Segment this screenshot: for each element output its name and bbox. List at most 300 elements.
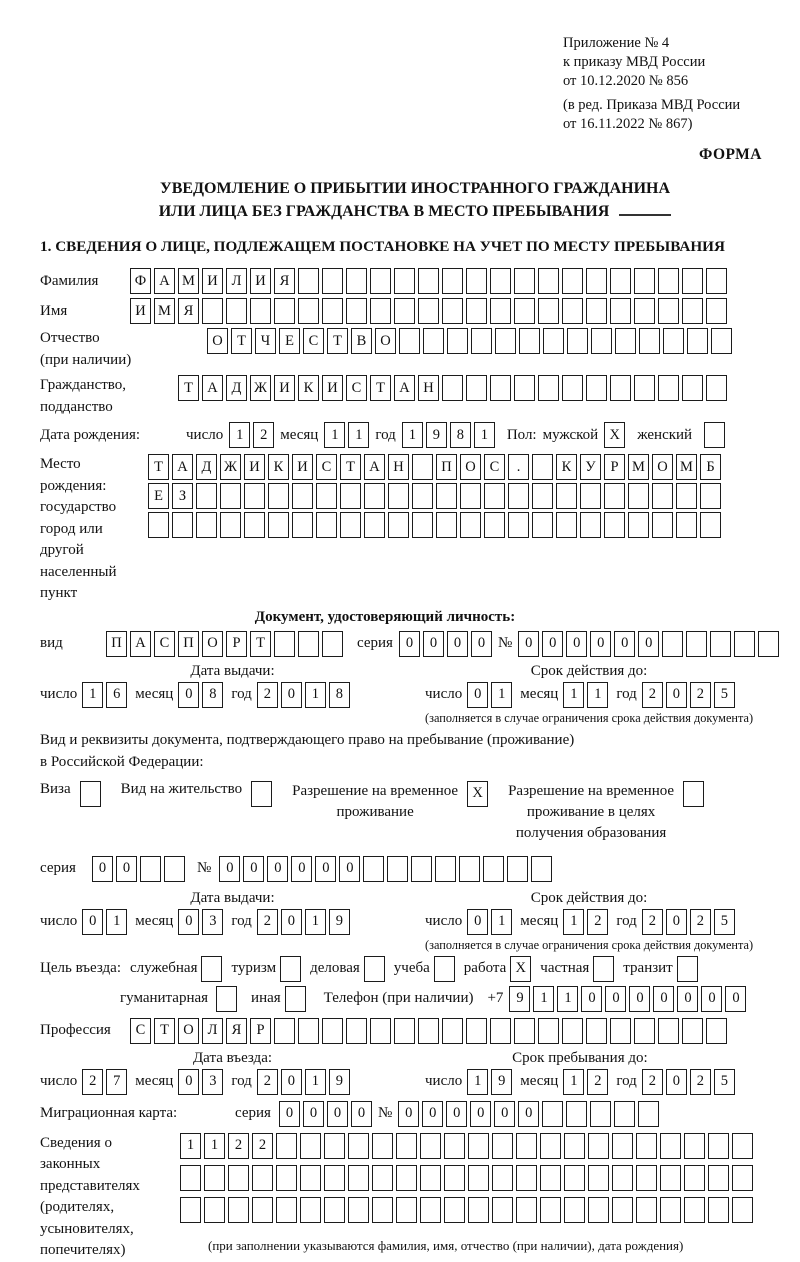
form-cell[interactable]: К <box>268 454 289 480</box>
form-cell[interactable] <box>346 268 367 294</box>
form-cell[interactable]: 1 <box>348 422 369 448</box>
form-cell[interactable] <box>706 1018 727 1044</box>
form-cell[interactable]: 0 <box>339 856 360 882</box>
form-cell[interactable]: И <box>250 268 271 294</box>
form-cell[interactable]: О <box>460 454 481 480</box>
form-cell[interactable]: 0 <box>518 631 539 657</box>
residence-issue-day-cells[interactable] <box>82 909 127 935</box>
form-cell[interactable] <box>628 512 649 538</box>
form-cell[interactable] <box>396 1165 417 1191</box>
form-cell[interactable] <box>444 1165 465 1191</box>
identity-valid-year-cells[interactable] <box>642 682 735 708</box>
form-cell[interactable] <box>394 268 415 294</box>
form-cell[interactable]: 3 <box>202 909 223 935</box>
form-cell[interactable] <box>468 1133 489 1159</box>
form-cell[interactable] <box>562 298 583 324</box>
form-cell[interactable] <box>372 1133 393 1159</box>
form-cell[interactable] <box>508 512 529 538</box>
form-cell[interactable]: 0 <box>178 682 199 708</box>
form-cell[interactable] <box>466 298 487 324</box>
form-cell[interactable]: С <box>130 1018 151 1044</box>
form-cell[interactable] <box>507 856 528 882</box>
form-cell[interactable]: У <box>580 454 601 480</box>
form-cell[interactable] <box>676 512 697 538</box>
form-cell[interactable] <box>532 483 553 509</box>
form-cell[interactable] <box>322 1018 343 1044</box>
form-cell[interactable] <box>226 298 247 324</box>
form-cell[interactable]: Т <box>231 328 252 354</box>
form-cell[interactable] <box>394 1018 415 1044</box>
surname-cells[interactable] <box>130 268 727 294</box>
form-cell[interactable]: 1 <box>467 1069 488 1095</box>
form-cell[interactable] <box>388 512 409 538</box>
form-cell[interactable] <box>604 512 625 538</box>
form-cell[interactable] <box>516 1165 537 1191</box>
migration-number-cells[interactable] <box>398 1101 659 1127</box>
form-cell[interactable]: 1 <box>324 422 345 448</box>
form-cell[interactable]: 0 <box>653 986 674 1012</box>
form-cell[interactable] <box>676 483 697 509</box>
form-cell[interactable] <box>556 483 577 509</box>
form-cell[interactable] <box>556 512 577 538</box>
form-cell[interactable] <box>420 1197 441 1223</box>
form-cell[interactable]: 2 <box>257 1069 278 1095</box>
form-cell[interactable] <box>538 298 559 324</box>
form-cell[interactable] <box>562 268 583 294</box>
form-cell[interactable]: 1 <box>180 1133 201 1159</box>
form-cell[interactable] <box>700 512 721 538</box>
form-cell[interactable] <box>484 483 505 509</box>
form-cell[interactable] <box>434 956 455 982</box>
form-cell[interactable]: М <box>154 298 175 324</box>
form-cell[interactable]: А <box>172 454 193 480</box>
form-cell[interactable] <box>687 328 708 354</box>
form-cell[interactable] <box>420 1165 441 1191</box>
form-cell[interactable]: С <box>484 454 505 480</box>
form-cell[interactable]: И <box>322 375 343 401</box>
form-cell[interactable] <box>346 1018 367 1044</box>
form-cell[interactable]: Б <box>700 454 721 480</box>
form-cell[interactable] <box>614 1101 635 1127</box>
form-cell[interactable]: 1 <box>491 682 512 708</box>
form-cell[interactable]: 0 <box>82 909 103 935</box>
form-cell[interactable]: 2 <box>587 1069 608 1095</box>
form-cell[interactable] <box>636 1133 657 1159</box>
form-cell[interactable] <box>180 1197 201 1223</box>
form-cell[interactable]: X <box>510 956 531 982</box>
form-cell[interactable]: З <box>172 483 193 509</box>
form-cell[interactable] <box>610 375 631 401</box>
form-cell[interactable] <box>411 856 432 882</box>
form-cell[interactable] <box>483 856 504 882</box>
identity-valid-month-cells[interactable] <box>563 682 608 708</box>
birth-place-row2-cells[interactable] <box>148 483 721 509</box>
form-cell[interactable] <box>490 375 511 401</box>
form-cell[interactable]: 1 <box>533 986 554 1012</box>
form-cell[interactable]: 0 <box>467 909 488 935</box>
identity-issue-year-cells[interactable] <box>257 682 350 708</box>
form-cell[interactable]: 0 <box>666 909 687 935</box>
form-cell[interactable] <box>348 1197 369 1223</box>
form-cell[interactable] <box>634 375 655 401</box>
form-cell[interactable]: О <box>207 328 228 354</box>
residence-issue-year-cells[interactable] <box>257 909 350 935</box>
form-cell[interactable]: К <box>298 375 319 401</box>
form-cell[interactable] <box>292 483 313 509</box>
form-cell[interactable] <box>220 512 241 538</box>
form-cell[interactable] <box>394 298 415 324</box>
residence-series-cells[interactable] <box>92 856 185 882</box>
form-cell[interactable] <box>612 1133 633 1159</box>
form-cell[interactable] <box>324 1197 345 1223</box>
migration-series-cells[interactable] <box>279 1101 372 1127</box>
form-cell[interactable]: А <box>130 631 151 657</box>
form-cell[interactable] <box>300 1133 321 1159</box>
citizenship-cells[interactable] <box>178 375 727 401</box>
form-cell[interactable] <box>466 268 487 294</box>
form-cell[interactable]: Ч <box>255 328 276 354</box>
form-cell[interactable] <box>201 956 222 982</box>
form-cell[interactable] <box>442 375 463 401</box>
form-cell[interactable] <box>660 1197 681 1223</box>
form-cell[interactable] <box>298 268 319 294</box>
form-cell[interactable] <box>435 856 456 882</box>
form-cell[interactable] <box>228 1165 249 1191</box>
form-cell[interactable] <box>364 956 385 982</box>
purpose-work-checkbox[interactable] <box>510 956 531 982</box>
form-cell[interactable]: 0 <box>467 682 488 708</box>
form-cell[interactable] <box>322 631 343 657</box>
form-cell[interactable] <box>564 1165 585 1191</box>
form-cell[interactable]: 8 <box>450 422 471 448</box>
form-cell[interactable] <box>324 1133 345 1159</box>
form-cell[interactable]: М <box>178 268 199 294</box>
form-cell[interactable]: О <box>178 1018 199 1044</box>
form-cell[interactable] <box>348 1165 369 1191</box>
form-cell[interactable] <box>316 512 337 538</box>
form-cell[interactable] <box>708 1165 729 1191</box>
form-cell[interactable] <box>636 1197 657 1223</box>
form-cell[interactable] <box>586 268 607 294</box>
form-cell[interactable]: 2 <box>228 1133 249 1159</box>
form-cell[interactable]: 0 <box>267 856 288 882</box>
form-cell[interactable]: 2 <box>82 1069 103 1095</box>
form-cell[interactable]: Д <box>196 454 217 480</box>
profession-cells[interactable] <box>130 1018 727 1044</box>
form-cell[interactable] <box>706 375 727 401</box>
form-cell[interactable]: X <box>467 781 488 807</box>
form-cell[interactable] <box>495 328 516 354</box>
form-cell[interactable]: 0 <box>291 856 312 882</box>
form-cell[interactable] <box>204 1165 225 1191</box>
form-cell[interactable]: 0 <box>494 1101 515 1127</box>
form-cell[interactable]: Я <box>226 1018 247 1044</box>
form-cell[interactable] <box>700 483 721 509</box>
form-cell[interactable]: Н <box>418 375 439 401</box>
form-cell[interactable] <box>444 1197 465 1223</box>
form-cell[interactable] <box>586 1018 607 1044</box>
form-cell[interactable] <box>658 268 679 294</box>
form-cell[interactable]: Е <box>279 328 300 354</box>
form-cell[interactable]: 0 <box>281 1069 302 1095</box>
stay-day-cells[interactable] <box>467 1069 512 1095</box>
form-cell[interactable] <box>300 1165 321 1191</box>
form-cell[interactable]: Е <box>148 483 169 509</box>
form-cell[interactable] <box>228 1197 249 1223</box>
form-cell[interactable] <box>370 298 391 324</box>
form-cell[interactable] <box>663 328 684 354</box>
form-cell[interactable] <box>636 1165 657 1191</box>
form-cell[interactable]: 2 <box>642 909 663 935</box>
form-cell[interactable] <box>540 1133 561 1159</box>
form-cell[interactable]: X <box>604 422 625 448</box>
form-cell[interactable]: 2 <box>690 682 711 708</box>
form-cell[interactable]: 0 <box>281 909 302 935</box>
form-cell[interactable] <box>370 1018 391 1044</box>
form-cell[interactable] <box>396 1197 417 1223</box>
form-cell[interactable] <box>412 483 433 509</box>
form-cell[interactable]: 1 <box>563 909 584 935</box>
form-cell[interactable] <box>298 298 319 324</box>
form-cell[interactable] <box>734 631 755 657</box>
birth-year-cells[interactable] <box>402 422 495 448</box>
residence-valid-year-cells[interactable] <box>642 909 735 935</box>
form-cell[interactable]: 0 <box>701 986 722 1012</box>
form-cell[interactable]: Т <box>148 454 169 480</box>
stay-year-cells[interactable] <box>642 1069 735 1095</box>
form-cell[interactable] <box>364 512 385 538</box>
form-cell[interactable]: 1 <box>204 1133 225 1159</box>
form-cell[interactable]: 2 <box>587 909 608 935</box>
form-cell[interactable] <box>732 1133 753 1159</box>
identity-issue-month-cells[interactable] <box>178 682 223 708</box>
form-cell[interactable]: 1 <box>305 909 326 935</box>
form-cell[interactable]: Т <box>178 375 199 401</box>
form-cell[interactable] <box>202 298 223 324</box>
name-cells[interactable] <box>130 298 727 324</box>
form-cell[interactable] <box>639 328 660 354</box>
residence-issue-month-cells[interactable] <box>178 909 223 935</box>
form-cell[interactable] <box>322 268 343 294</box>
form-cell[interactable]: 5 <box>714 682 735 708</box>
form-cell[interactable]: 0 <box>116 856 137 882</box>
form-cell[interactable] <box>460 483 481 509</box>
form-cell[interactable] <box>538 1018 559 1044</box>
form-cell[interactable] <box>710 631 731 657</box>
purpose-transit-checkbox[interactable] <box>677 956 698 982</box>
form-cell[interactable]: П <box>436 454 457 480</box>
form-cell[interactable] <box>436 512 457 538</box>
form-cell[interactable] <box>466 375 487 401</box>
birth-day-cells[interactable] <box>229 422 274 448</box>
form-cell[interactable]: 0 <box>178 909 199 935</box>
form-cell[interactable] <box>658 298 679 324</box>
form-cell[interactable]: 0 <box>423 631 444 657</box>
form-cell[interactable] <box>677 956 698 982</box>
form-cell[interactable]: 2 <box>642 1069 663 1095</box>
form-cell[interactable] <box>704 422 725 448</box>
form-cell[interactable] <box>442 1018 463 1044</box>
form-cell[interactable]: 3 <box>202 1069 223 1095</box>
form-cell[interactable] <box>532 454 553 480</box>
form-cell[interactable]: П <box>178 631 199 657</box>
form-cell[interactable]: 0 <box>279 1101 300 1127</box>
form-cell[interactable]: 0 <box>518 1101 539 1127</box>
form-cell[interactable] <box>388 483 409 509</box>
form-cell[interactable] <box>711 328 732 354</box>
form-cell[interactable]: Я <box>178 298 199 324</box>
form-cell[interactable] <box>252 1165 273 1191</box>
identity-doc-series-cells[interactable] <box>399 631 492 657</box>
form-cell[interactable] <box>196 512 217 538</box>
form-cell[interactable] <box>490 1018 511 1044</box>
entry-month-cells[interactable] <box>178 1069 223 1095</box>
form-cell[interactable]: 6 <box>106 682 127 708</box>
form-cell[interactable] <box>180 1165 201 1191</box>
form-cell[interactable] <box>682 375 703 401</box>
form-cell[interactable] <box>514 1018 535 1044</box>
form-cell[interactable]: 0 <box>542 631 563 657</box>
purpose-official-checkbox[interactable] <box>201 956 222 982</box>
form-cell[interactable]: 1 <box>474 422 495 448</box>
form-cell[interactable] <box>686 631 707 657</box>
form-cell[interactable]: 0 <box>666 682 687 708</box>
form-cell[interactable]: Т <box>370 375 391 401</box>
form-cell[interactable]: О <box>375 328 396 354</box>
form-cell[interactable] <box>706 298 727 324</box>
form-cell[interactable] <box>298 631 319 657</box>
form-cell[interactable]: 7 <box>106 1069 127 1095</box>
form-cell[interactable] <box>708 1197 729 1223</box>
patronymic-cells[interactable] <box>207 328 732 354</box>
form-cell[interactable] <box>412 454 433 480</box>
form-cell[interactable] <box>706 268 727 294</box>
form-cell[interactable] <box>324 1165 345 1191</box>
form-cell[interactable] <box>484 512 505 538</box>
form-cell[interactable] <box>514 375 535 401</box>
form-cell[interactable] <box>610 1018 631 1044</box>
form-cell[interactable] <box>471 328 492 354</box>
form-cell[interactable] <box>514 298 535 324</box>
form-cell[interactable] <box>564 1197 585 1223</box>
form-cell[interactable] <box>276 1165 297 1191</box>
purpose-private-checkbox[interactable] <box>593 956 614 982</box>
form-cell[interactable]: 0 <box>581 986 602 1012</box>
identity-doc-number-cells[interactable] <box>518 631 779 657</box>
form-cell[interactable] <box>370 268 391 294</box>
form-cell[interactable] <box>164 856 185 882</box>
form-cell[interactable] <box>348 1133 369 1159</box>
form-cell[interactable] <box>274 298 295 324</box>
form-cell[interactable] <box>610 298 631 324</box>
form-cell[interactable]: 0 <box>92 856 113 882</box>
form-cell[interactable] <box>444 1133 465 1159</box>
form-cell[interactable] <box>436 483 457 509</box>
form-cell[interactable]: 1 <box>82 682 103 708</box>
form-cell[interactable]: 1 <box>229 422 250 448</box>
form-cell[interactable]: 1 <box>402 422 423 448</box>
form-cell[interactable]: 1 <box>557 986 578 1012</box>
form-cell[interactable]: 0 <box>590 631 611 657</box>
form-cell[interactable]: 1 <box>106 909 127 935</box>
form-cell[interactable] <box>396 1133 417 1159</box>
temp-residence-checkbox[interactable] <box>467 781 488 807</box>
form-cell[interactable]: 0 <box>219 856 240 882</box>
form-cell[interactable]: Т <box>250 631 271 657</box>
form-cell[interactable]: 0 <box>303 1101 324 1127</box>
form-cell[interactable] <box>682 1018 703 1044</box>
form-cell[interactable] <box>140 856 161 882</box>
form-cell[interactable]: И <box>292 454 313 480</box>
stay-month-cells[interactable] <box>563 1069 608 1095</box>
form-cell[interactable] <box>204 1197 225 1223</box>
form-cell[interactable]: А <box>364 454 385 480</box>
form-cell[interactable] <box>340 512 361 538</box>
form-cell[interactable] <box>492 1197 513 1223</box>
form-cell[interactable] <box>588 1197 609 1223</box>
form-cell[interactable]: И <box>202 268 223 294</box>
form-cell[interactable]: С <box>346 375 367 401</box>
form-cell[interactable]: К <box>556 454 577 480</box>
form-cell[interactable] <box>418 298 439 324</box>
form-cell[interactable] <box>220 483 241 509</box>
form-cell[interactable] <box>538 268 559 294</box>
form-cell[interactable] <box>588 1165 609 1191</box>
form-cell[interactable] <box>418 1018 439 1044</box>
purpose-other-checkbox[interactable] <box>285 986 306 1012</box>
form-cell[interactable]: Р <box>250 1018 271 1044</box>
form-cell[interactable] <box>492 1165 513 1191</box>
form-cell[interactable]: Т <box>340 454 361 480</box>
form-cell[interactable]: 0 <box>566 631 587 657</box>
form-cell[interactable]: В <box>351 328 372 354</box>
form-cell[interactable]: Ж <box>220 454 241 480</box>
form-cell[interactable]: 0 <box>315 856 336 882</box>
form-cell[interactable]: 0 <box>281 682 302 708</box>
form-cell[interactable] <box>758 631 779 657</box>
form-cell[interactable] <box>460 512 481 538</box>
entry-day-cells[interactable] <box>82 1069 127 1095</box>
entry-year-cells[interactable] <box>257 1069 350 1095</box>
form-cell[interactable] <box>662 631 683 657</box>
form-cell[interactable]: А <box>394 375 415 401</box>
residence-valid-month-cells[interactable] <box>563 909 608 935</box>
form-cell[interactable]: С <box>316 454 337 480</box>
form-cell[interactable]: С <box>303 328 324 354</box>
form-cell[interactable] <box>684 1197 705 1223</box>
form-cell[interactable] <box>387 856 408 882</box>
form-cell[interactable] <box>612 1165 633 1191</box>
form-cell[interactable] <box>420 1133 441 1159</box>
form-cell[interactable]: 2 <box>642 682 663 708</box>
form-cell[interactable] <box>531 856 552 882</box>
form-cell[interactable] <box>615 328 636 354</box>
form-cell[interactable] <box>250 298 271 324</box>
form-cell[interactable]: О <box>652 454 673 480</box>
form-cell[interactable] <box>660 1133 681 1159</box>
form-cell[interactable] <box>591 328 612 354</box>
form-cell[interactable] <box>364 483 385 509</box>
form-cell[interactable] <box>442 298 463 324</box>
form-cell[interactable] <box>276 1197 297 1223</box>
form-cell[interactable] <box>684 1165 705 1191</box>
form-cell[interactable]: Л <box>202 1018 223 1044</box>
form-cell[interactable]: 0 <box>178 1069 199 1095</box>
form-cell[interactable]: И <box>130 298 151 324</box>
form-cell[interactable]: И <box>274 375 295 401</box>
form-cell[interactable] <box>586 375 607 401</box>
form-cell[interactable]: 2 <box>257 909 278 935</box>
